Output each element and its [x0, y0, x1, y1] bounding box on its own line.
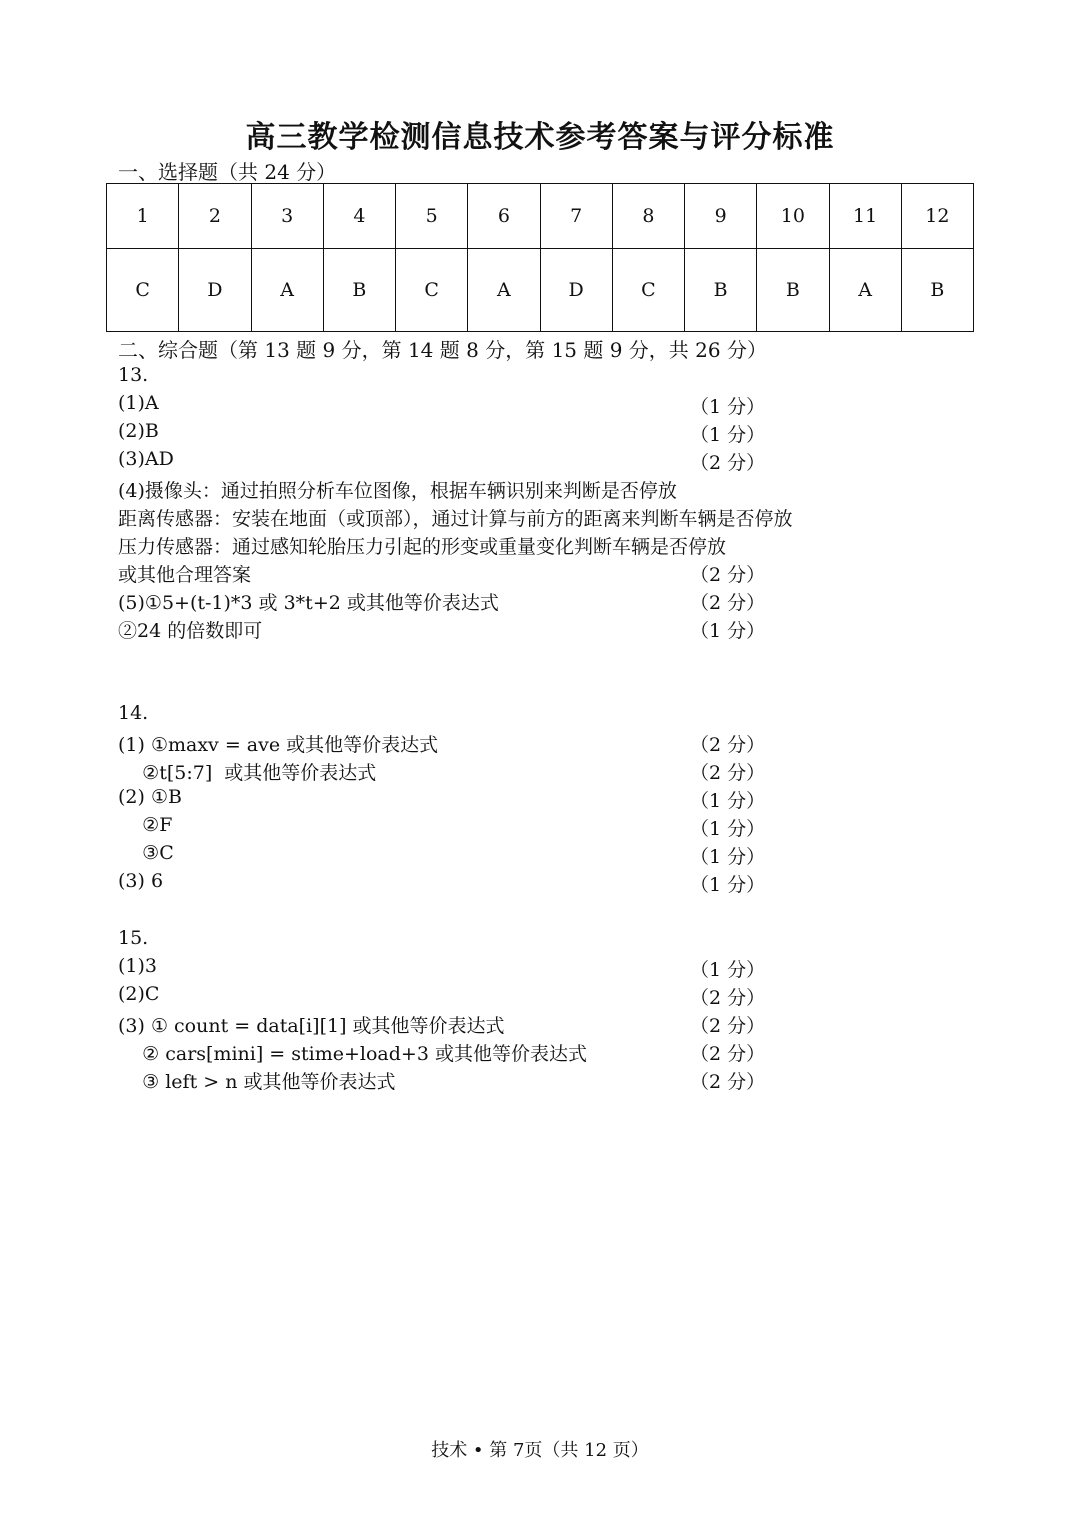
- answer-table-answer-row: [107, 249, 974, 332]
- answer-table-number-row: [107, 184, 974, 249]
- q14-score: （2 分）: [690, 762, 766, 784]
- question-number: 1: [107, 184, 179, 249]
- answer-cell: C: [612, 249, 684, 332]
- q13-line: ②24 的倍数即可: [118, 620, 263, 642]
- q14-score: （1 分）: [690, 818, 766, 840]
- question-number: 11: [829, 184, 901, 249]
- q14-line: (1) ①maxv = ave 或其他等价表达式: [118, 734, 439, 756]
- answer-cell: B: [901, 249, 973, 332]
- q14-score: （1 分）: [690, 874, 766, 896]
- q15-line: (2)C: [118, 983, 160, 1005]
- q13-score: （2 分）: [690, 564, 766, 586]
- answer-table: [106, 183, 974, 332]
- q15-score: （1 分）: [690, 959, 766, 981]
- q13-line: 距离传感器：安装在地面（或顶部），通过计算与前方的距离来判断车辆是否停放: [118, 508, 793, 530]
- page-title: 高三教学检测信息技术参考答案与评分标准: [245, 120, 835, 155]
- answer-cell: C: [107, 249, 179, 332]
- question-number: 5: [396, 184, 468, 249]
- question-number: 12: [901, 184, 973, 249]
- q13-score: （2 分）: [690, 452, 766, 474]
- q13-line: (3)AD: [118, 448, 174, 470]
- q15-line: (3) ① count = data[i][1] 或其他等价表达式: [118, 1015, 505, 1037]
- question-number: 7: [540, 184, 612, 249]
- section-1-heading: 一、选择题（共 24 分）: [118, 160, 337, 184]
- question-number: 3: [251, 184, 323, 249]
- question-number: 9: [685, 184, 757, 249]
- question-number: 4: [323, 184, 395, 249]
- q15-line: (1)3: [118, 955, 158, 977]
- q13-score: （1 分）: [690, 396, 766, 418]
- q15-score: （2 分）: [690, 987, 766, 1009]
- question-number: 6: [468, 184, 540, 249]
- answer-cell: B: [323, 249, 395, 332]
- q15-line: ② cars[mini] = stime+load+3 或其他等价表达式: [118, 1043, 587, 1065]
- q15-label: 15.: [118, 927, 149, 949]
- q13-line: 压力传感器：通过感知轮胎压力引起的形变或重量变化判断车辆是否停放: [118, 536, 727, 558]
- q14-score: （1 分）: [690, 846, 766, 868]
- q14-line: ②t[5:7] 或其他等价表达式: [118, 762, 377, 784]
- q14-score: （1 分）: [690, 790, 766, 812]
- q13-line: (5)①5+(t-1)*3 或 3*t+2 或其他等价表达式: [118, 592, 499, 614]
- answer-cell: A: [251, 249, 323, 332]
- q13-score: （1 分）: [690, 424, 766, 446]
- q13-line: (1)A: [118, 392, 159, 414]
- q14-line: ③C: [118, 842, 174, 864]
- answer-cell: A: [468, 249, 540, 332]
- page-footer: 技术 • 第 7页（共 12 页）: [431, 1440, 649, 1461]
- q15-score: （2 分）: [690, 1071, 766, 1093]
- answer-cell: A: [829, 249, 901, 332]
- answer-cell: D: [179, 249, 251, 332]
- q15-line: ③ left > n 或其他等价表达式: [118, 1071, 396, 1093]
- q15-score: （2 分）: [690, 1043, 766, 1065]
- q14-line: (2) ①B: [118, 786, 182, 808]
- q14-line: ②F: [118, 814, 173, 836]
- q14-score: （2 分）: [690, 734, 766, 756]
- q13-label: 13.: [118, 364, 149, 386]
- answer-cell: D: [540, 249, 612, 332]
- question-number: 2: [179, 184, 251, 249]
- answer-cell: C: [396, 249, 468, 332]
- q15-score: （2 分）: [690, 1015, 766, 1037]
- q13-score: （2 分）: [690, 592, 766, 614]
- section-2-heading: 二、综合题（第 13 题 9 分，第 14 题 8 分，第 15 题 9 分，共 26 分）: [118, 338, 767, 362]
- q13-line: (2)B: [118, 420, 159, 442]
- q14-line: (3) 6: [118, 870, 164, 892]
- q14-label: 14.: [118, 702, 149, 724]
- q13-line: (4)摄像头：通过拍照分析车位图像，根据车辆识别来判断是否停放: [118, 480, 677, 502]
- question-number: 10: [757, 184, 829, 249]
- answer-cell: B: [757, 249, 829, 332]
- question-number: 8: [612, 184, 684, 249]
- q13-line: 或其他合理答案: [118, 564, 252, 586]
- q13-score: （1 分）: [690, 620, 766, 642]
- answer-cell: B: [685, 249, 757, 332]
